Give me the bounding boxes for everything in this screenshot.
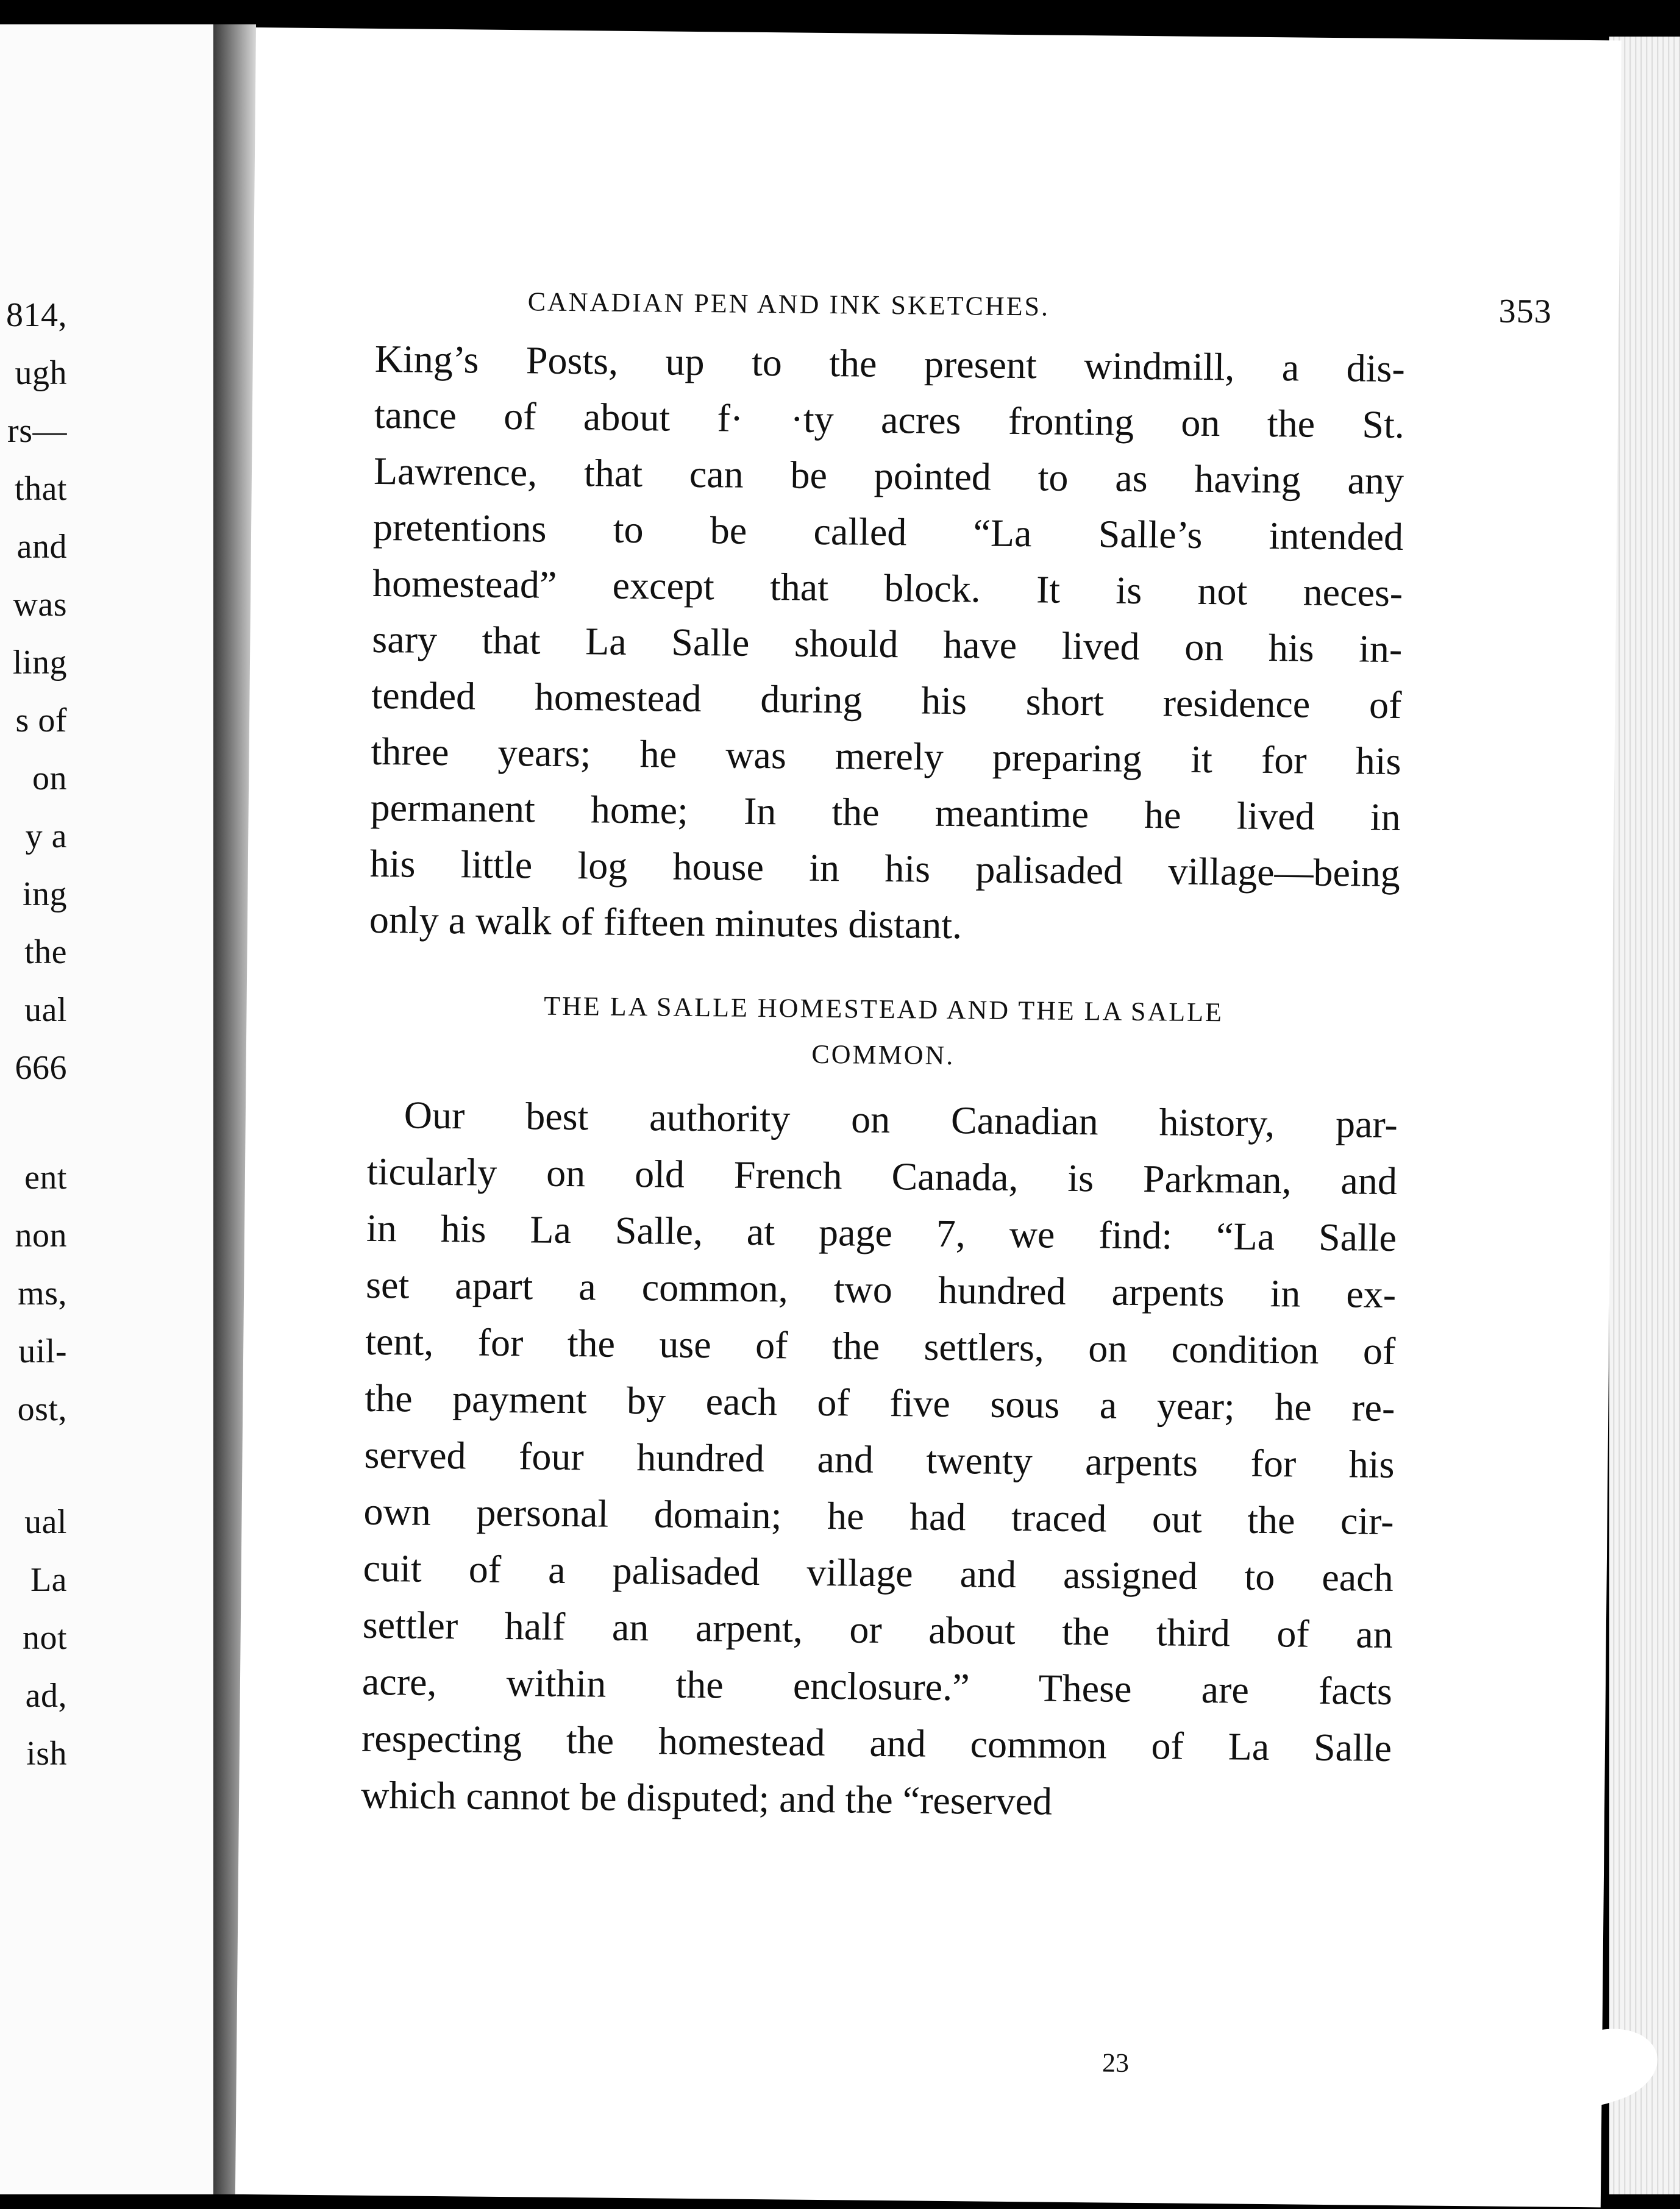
text-line: permanent home; In the meantime he lived in <box>370 785 1401 839</box>
left-page-fragment: on <box>32 759 67 797</box>
left-page-fragment: ish <box>26 1735 67 1773</box>
text-line: which cannot be disputed; and the “reserved <box>360 1773 1053 1823</box>
text-line: respecting the homestead and common of La Salle <box>361 1716 1392 1770</box>
signature-mark: 23 <box>1102 2047 1130 2078</box>
left-page-fragment: non <box>15 1217 67 1254</box>
text-line: homestead” except that block. It is not neces- <box>372 561 1403 615</box>
text-line: acre, within the enclosure.” These are facts <box>361 1659 1393 1713</box>
text-line: settler half an arpent, or about the third of an <box>362 1603 1393 1657</box>
section-heading-line-1: THE LA SALLE HOMESTEAD AND THE LA SALLE <box>544 991 1224 1028</box>
left-page-fragment: 666 <box>15 1049 67 1087</box>
text-line: three years; he was merely preparing it for his <box>371 729 1401 783</box>
left-page-fragment: ling <box>12 644 67 681</box>
left-page-fragment: not <box>22 1619 67 1657</box>
left-page-fragment: ent <box>24 1159 67 1197</box>
book-page <box>235 27 1621 2207</box>
text-line: ticularly on old French Canada, is Parkman, and <box>366 1149 1398 1203</box>
left-page-fragment: ad, <box>25 1677 67 1715</box>
running-head-title: CANADIAN PEN AND INK SKETCHES. <box>527 286 1050 322</box>
page-number: 353 <box>1498 292 1552 331</box>
text-line: set apart a common, two hundred arpents in ex- <box>365 1262 1397 1317</box>
paragraph-1 <box>369 336 1406 947</box>
left-page-fragment: ms, <box>18 1275 67 1312</box>
text-line: in his La Salle, at page 7, we find: “La Salle <box>366 1206 1397 1260</box>
previous-page-fragment <box>0 24 213 2194</box>
paragraph-2 <box>360 1093 1398 1823</box>
text-line: tance of about f· ·ty acres fronting on the St. <box>374 393 1405 447</box>
left-page-fragment: ual <box>24 1503 67 1541</box>
text-line: sary that La Salle should have lived on his in- <box>372 617 1403 671</box>
section-heading-line-2: COMMON. <box>811 1039 955 1071</box>
text-line: served four hundred and twenty arpents for his <box>364 1432 1395 1487</box>
left-page-fragment: 814, <box>6 296 67 334</box>
text-line: cuit of a palisaded village and assigned to each <box>363 1546 1394 1600</box>
text-line: only a walk of fifteen minutes distant. <box>369 897 963 947</box>
left-page-fragment: that <box>15 470 67 508</box>
text-line: own personal domain; he had traced out the cir- <box>363 1489 1394 1543</box>
text-line: King’s Posts, up to the present windmill, a dis- <box>374 336 1406 391</box>
text-line: the payment by each of five sous a year; he re- <box>365 1376 1395 1430</box>
page-fore-edge <box>1609 37 1680 2194</box>
left-page-fragment: the <box>24 933 67 971</box>
text-line: Lawrence, that can be pointed to as having any <box>373 449 1404 503</box>
text-line: tended homestead during his short residence of <box>371 673 1402 727</box>
text-line: tent, for the use of the settlers, on condition of <box>365 1319 1396 1373</box>
text-line: pretentions to be called “La Salle’s intended <box>372 505 1404 559</box>
left-page-fragment: ual <box>24 991 67 1029</box>
left-page-fragment: s of <box>15 702 67 739</box>
left-page-fragment: uil- <box>18 1332 67 1370</box>
text-line: Our best authority on Canadian history, par- <box>404 1093 1398 1147</box>
running-head <box>527 286 1552 331</box>
left-page-fragment: La <box>30 1561 67 1599</box>
left-page-fragment: y a <box>25 817 67 855</box>
left-page-fragment: was <box>13 586 67 624</box>
left-page-fragment: ost, <box>17 1390 67 1428</box>
left-page-fragment: ugh <box>15 354 67 392</box>
left-page-fragment: ing <box>22 875 67 913</box>
left-page-fragment: rs— <box>7 412 67 450</box>
left-page-fragment: and <box>16 528 67 566</box>
text-line: his little log house in his palisaded village—being <box>369 841 1401 895</box>
